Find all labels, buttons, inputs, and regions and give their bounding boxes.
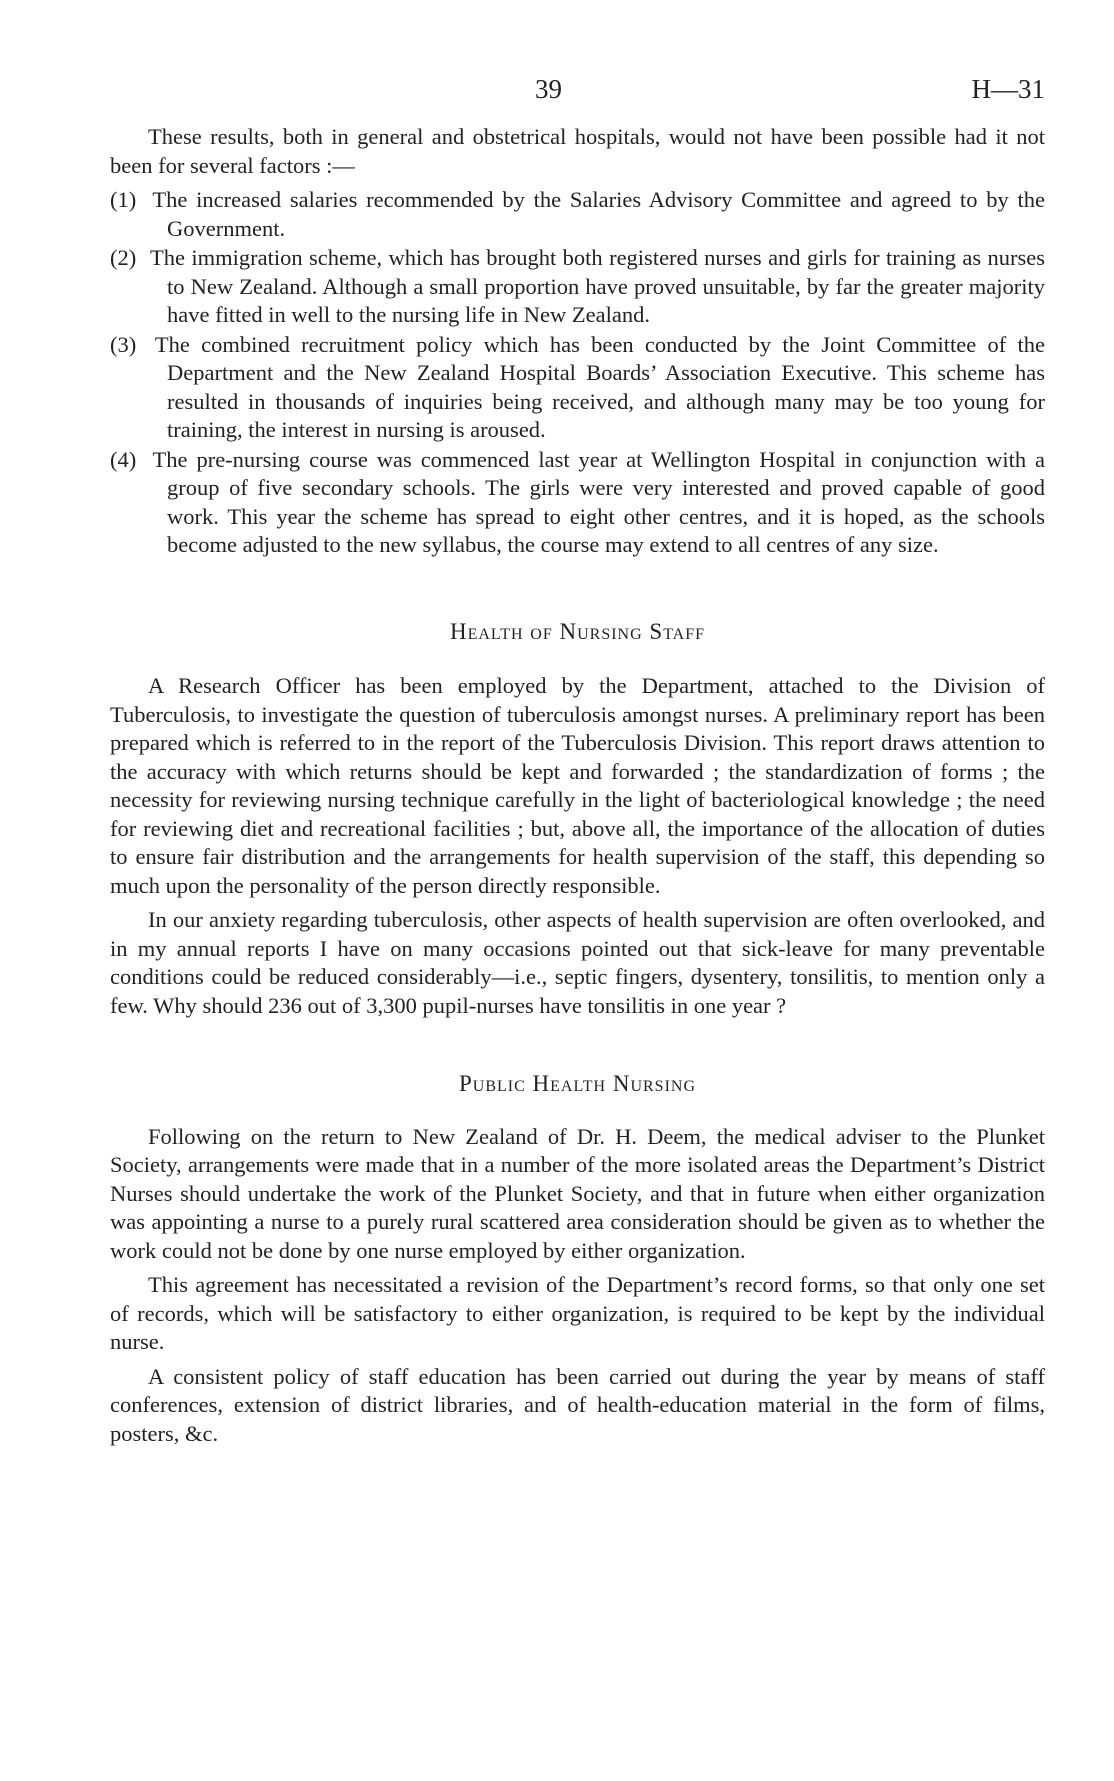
public-health-paragraph-1: Following on the return to New Zealand of Dr. H. Deem, the medical adviser to the Plunket Society, arrangements were made that in a number of the more isolated areas the Department’s District Nurses should undertake the work of the Plunket Society, and that in future when either organization was appointing a nurse to a purely rural scattered area consideration should be given as to whether the work could not be done by one nurse employed by either organization.: [110, 1123, 1045, 1263]
page-number: 39: [535, 74, 562, 104]
list-item-text: [110, 244, 1045, 330]
list-item-marker: (4): [110, 446, 137, 472]
health-paragraph-1: A Research Officer has been employed by the Department, attached to the Division of Tuberculosis, to investigate the question of tuberculosis amongst nurses. A preliminary report has been prepared which is referred to in the report of the Tuberculosis Division. This report draws attention to the accuracy with which returns should be kept and forwarded ; the standardization of forms ; the necessity for reviewing nursing technique carefully in the light of bacteriological knowledge ; the need for reviewing diet and recreational facilities ; but, above all, the importance of the allocation of duties to ensure fair distribution and the arrangements for health supervision of the staff, this depending so much upon the personality of the person directly responsible.: [110, 673, 1045, 898]
list-item-text: [110, 331, 1045, 445]
list-item-text: [110, 186, 1045, 243]
list-item-body: The immigration scheme, which has brought both registered nurses and girls for training as nurses to New Zealand. Although a small proportion have proved unsuitable, by far the greater majority have fitted in well to the nursing life in New Zealand.: [150, 245, 1046, 327]
factors-list: [110, 186, 1045, 560]
running-header: [110, 75, 1045, 115]
document-page: [110, 75, 1045, 1454]
intro-paragraph: These results, both in general and obstetrical hospitals, would not have been possible had it not been for several factors :—: [110, 124, 1045, 178]
list-item-marker: (1): [110, 187, 137, 212]
document-reference: H—31: [971, 74, 1045, 104]
public-health-paragraph-2: This agreement has necessitated a revision of the Department’s record forms, so that only one set of records, which will be satisfactory to either organization, is required to be kept by the individual nurse.: [110, 1272, 1045, 1354]
list-item-body: The increased salaries recommended by the Salaries Advisory Committee and agreed to by the Government.: [152, 187, 1045, 241]
list-item-marker: (3): [110, 331, 137, 357]
list-item-text: [110, 446, 1045, 560]
list-item-body: The combined recruitment policy which has been conducted by the Joint Committee of the Department and the New Zealand Hospital Boards’ Association Executive. This scheme has resulted in thousands of inquiries being received, and although many may be too young for training, the interest in nursing is aroused.: [154, 331, 1045, 442]
list-item: [110, 186, 1045, 243]
list-item: [110, 446, 1045, 560]
health-paragraph-2: In our anxiety regarding tuberculosis, other aspects of health supervision are often overlooked, and in my annual reports I have on many occasions pointed out that sick-leave for many preventable conditions could be reduced considerably—i.e., septic fingers, dysentery, tonsilitis, to mention only a few. Why should 236 out of 3,300 pupil-nurses have tonsilitis in one year ?: [110, 907, 1045, 1018]
list-item-body: The pre-nursing course was commenced last year at Wellington Hospital in conjunction with a group of five secondary schools. The girls were very interested and proved capable of good work. This year the scheme has spread to eight other centres, and it is hoped, as the schools become adjusted to the new syllabus, the course may extend to all centres of any size.: [152, 446, 1045, 557]
section-heading-health-of-nursing-staff: Health of Nursing Staff: [449, 618, 706, 644]
section-heading-public-health-nursing: Public Health Nursing: [458, 1071, 697, 1096]
list-item: [110, 331, 1045, 445]
list-item-marker: (2): [110, 245, 137, 270]
public-health-paragraph-3: A consistent policy of staff education has been carried out during the year by means of staff conferences, extension of district libraries, and of health-education material in the form of films, posters, &c.: [110, 1363, 1045, 1446]
list-item: [110, 244, 1045, 330]
